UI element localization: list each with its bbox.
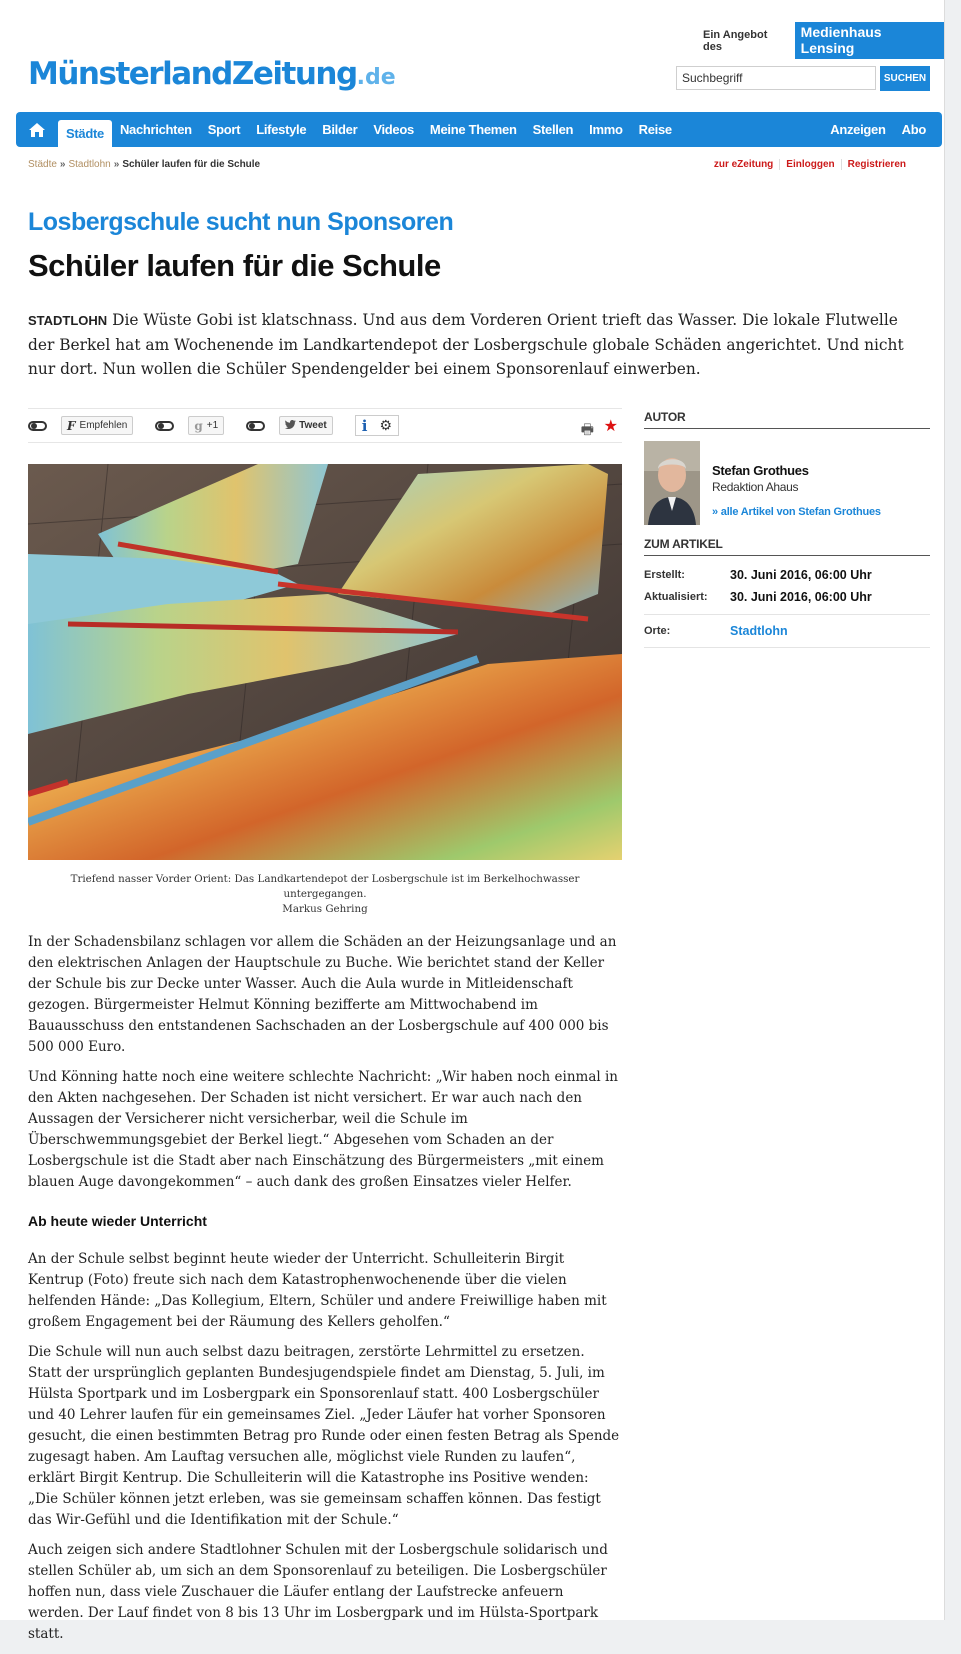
- updated-label: Aktualisiert:: [644, 591, 708, 603]
- tweet-label: Tweet: [299, 420, 327, 431]
- author-heading: AUTOR: [644, 410, 930, 429]
- twitter-icon: [285, 420, 296, 432]
- print-icon[interactable]: 🖶: [580, 421, 594, 437]
- main-nav: [16, 112, 942, 147]
- search-button[interactable]: SUCHEN: [880, 66, 930, 91]
- breadcrumb-stadtlohn[interactable]: Stadtlohn: [68, 159, 111, 170]
- article-photo: [28, 464, 622, 860]
- logo-main: MünsterlandZeitung: [28, 56, 357, 92]
- twitter-toggle[interactable]: [246, 421, 265, 431]
- updated-row: [644, 586, 930, 608]
- gplus-button[interactable]: [188, 416, 224, 435]
- author-info: [712, 441, 881, 525]
- author-name: Stefan Grothues: [712, 463, 809, 478]
- gplus-icon: g: [194, 418, 203, 433]
- info-icon[interactable]: i: [361, 416, 368, 435]
- publisher-offer: [703, 22, 944, 59]
- nav-item-meine-themen[interactable]: Meine Themen: [429, 122, 517, 137]
- offer-text: Ein Angebot des: [703, 28, 768, 53]
- nav-item-immo[interactable]: Immo: [589, 122, 623, 137]
- article-title: Schüler laufen für die Schule: [28, 248, 441, 283]
- facebook-icon: F: [67, 418, 76, 433]
- author-avatar[interactable]: [644, 441, 700, 525]
- nav-item-anzeigen[interactable]: Anzeigen: [830, 122, 886, 137]
- ezeitung-link[interactable]: zur eZeitung: [713, 159, 774, 170]
- nav-item-staedte[interactable]: Städte: [58, 120, 112, 147]
- photo-caption: [28, 872, 622, 917]
- tweet-button[interactable]: [279, 416, 333, 435]
- breadcrumb-current: Schüler laufen für die Schule: [122, 159, 261, 170]
- user-links: [708, 159, 912, 170]
- facebook-label: Empfehlen: [79, 420, 128, 431]
- subheading: Ab heute wieder Unterricht: [28, 1213, 207, 1229]
- info-settings-group: [355, 415, 399, 436]
- nav-item-reise[interactable]: Reise: [638, 122, 672, 137]
- article-meta-heading: ZUM ARTIKEL: [644, 537, 930, 556]
- article-sidebar: [644, 410, 930, 648]
- nav-item-sport[interactable]: Sport: [207, 122, 241, 137]
- nav-item-bilder[interactable]: Bilder: [322, 122, 358, 137]
- nav-item-lifestyle[interactable]: Lifestyle: [256, 122, 307, 137]
- lead-text: Die Wüste Gobi ist klatschnass. Und aus dem Vorderen Orient trieft das Wasser. Die lokale Flutwelle der Berkel hat am Wochenende im Landkartendepot der Losbergschule globale Schäden angerichtet. Und nicht nur dort. Nun wollen die Schüler Spendengelder bei einem Sponsorenlauf einwerben.: [28, 311, 904, 378]
- bookmark-star-icon[interactable]: ★: [603, 418, 618, 435]
- photo-credit: Markus Gehring: [282, 903, 368, 915]
- created-row: [644, 564, 930, 586]
- breadcrumb-staedte[interactable]: Städte: [28, 159, 57, 170]
- place-link-stadtlohn[interactable]: Stadtlohn: [730, 624, 788, 638]
- article-body: [28, 932, 622, 1654]
- gplus-label: +1: [206, 420, 219, 431]
- breadcrumb: [28, 159, 260, 170]
- facebook-toggle[interactable]: [28, 421, 47, 431]
- nav-item-videos[interactable]: Videos: [373, 122, 414, 137]
- article-meta: [644, 564, 930, 648]
- breadcrumb-separator: »: [59, 159, 66, 170]
- paragraph: Und Könning hatte noch eine weitere schlechte Nachricht: „Wir haben noch einmal in den Akten nachgesehen. Der Schaden ist nicht versichert. Er war auch nach den Aussagen der Versicherer nicht versicherbar, weil die Schule im Überschwemmungsgebiet der Berkel liegt.“ Abgesehen vom Schaden an der Losbergschule ist die Stadt aber nach Einschätzung des Bürgermeisters „mit einem blauen Auge davongekommen“ – auch dank des großen Einsatzes vieler Helfer.: [28, 1069, 618, 1190]
- author-desk: Redaktion Ahaus: [712, 480, 799, 494]
- search-input[interactable]: [676, 66, 876, 90]
- paragraph: In der Schadensbilanz schlagen vor allem die Schäden an der Heizungsanlage und an den elektrischen Anlagen der Hauptschule zu Buche. Wie berichtet stand der Keller der Schule bis zur Decke unter Wasser. Auch die Aula wurde in Mitleidenschaft gezogen. Bürgermeister Helmut Könning bezifferte am Mittwochabend im Bauausschuss den entstandenen Sachschaden an der Losbergschule auf 400 000 bis 500 000 Euro.: [28, 934, 617, 1055]
- paragraph: Die Schule will nun auch selbst dazu beitragen, zerstörte Lehrmittel zu ersetzen. Statt der ursprünglich geplanten Bundesjugendspiele findet am Dienstag, 5. Juli, im Hülsta Sportpark und im Losbergpark ein Sponsorenlauf statt. 400 Losbergschüler und 40 Lehrer laufen für ein gemeinsames Ziel. „Jeder Läufer hat vorher Sponsoren gesucht, die einen bestimmten Betrag pro Runde oder einen festen Betrag als Spende zugesagt haben. Am Lauftag versuchen alle, möglichst viele Runden zu laufen“, erklärt Birgit Kentrup. Die Schulleiterin will die Katastrophe ins Positive wenden: „Die Schüler können jetzt erleben, was sie gemeinsam schaffen können. Das festigt das Wir-Gefühl und die Identifikation mit der Schule.“: [28, 1344, 620, 1528]
- caption-text: Triefend nasser Vorder Orient: Das Landkartendepot der Losbergschule ist im Berkelhochwasser untergegangen.: [70, 873, 580, 900]
- article-kicker: Losbergschule sucht nun Sponsoren: [28, 208, 454, 236]
- facebook-recommend-button[interactable]: [61, 416, 133, 435]
- nav-item-abo[interactable]: Abo: [901, 122, 926, 137]
- nav-item-nachrichten[interactable]: Nachrichten: [119, 122, 192, 137]
- dateline: STADTLOHN: [28, 313, 108, 328]
- publisher-logo-link[interactable]: Medienhaus Lensing: [795, 22, 944, 59]
- places-row: [644, 614, 930, 648]
- paragraph: An der Schule selbst beginnt heute wieder der Unterricht. Schulleiterin Birgit Kentrup (Foto) freute sich nach dem Katastrophenwochenende über die vielen helfenden Hände: „Das Kollegium, Eltern, Schüler und andere Freiwillige haben mit großem Engagement bei der Räumung des Kellers geholfen.“: [28, 1251, 607, 1330]
- breadcrumb-separator: »: [113, 159, 120, 170]
- gear-icon[interactable]: ⚙: [379, 417, 393, 433]
- created-label: Erstellt:: [644, 569, 685, 581]
- home-icon[interactable]: [16, 112, 58, 147]
- gplus-toggle[interactable]: [155, 421, 174, 431]
- logo-tld: .de: [356, 65, 396, 90]
- article-lead: [28, 308, 908, 381]
- paragraph: Auch zeigen sich andere Stadtlohner Schulen mit der Losbergschule solidarisch und stellen Schüler ab, um sich an dem Sponsorenlauf zu beteiligen. Die Losbergschüler hoffen nun, dass viele Zuschauer die Läufer entlang der Laufstrecke anfeuern werden. Der Lauf findet von 8 bis 13 Uhr im Losbergpark und im Hülsta-Sportpark statt.: [28, 1542, 608, 1642]
- updated-value: 30. Juni 2016, 06:00 Uhr: [730, 590, 872, 604]
- places-label: Orte:: [644, 625, 671, 637]
- login-link[interactable]: Einloggen: [779, 159, 840, 170]
- share-bar: [28, 408, 622, 443]
- author-articles-link[interactable]: » alle Artikel von Stefan Grothues: [712, 506, 881, 518]
- register-link[interactable]: Registrieren: [841, 159, 912, 170]
- maps-illustration: [28, 464, 622, 860]
- nav-item-stellen[interactable]: Stellen: [532, 122, 574, 137]
- site-logo[interactable]: [28, 56, 396, 92]
- created-value: 30. Juni 2016, 06:00 Uhr: [730, 568, 872, 582]
- author-box: [644, 429, 930, 537]
